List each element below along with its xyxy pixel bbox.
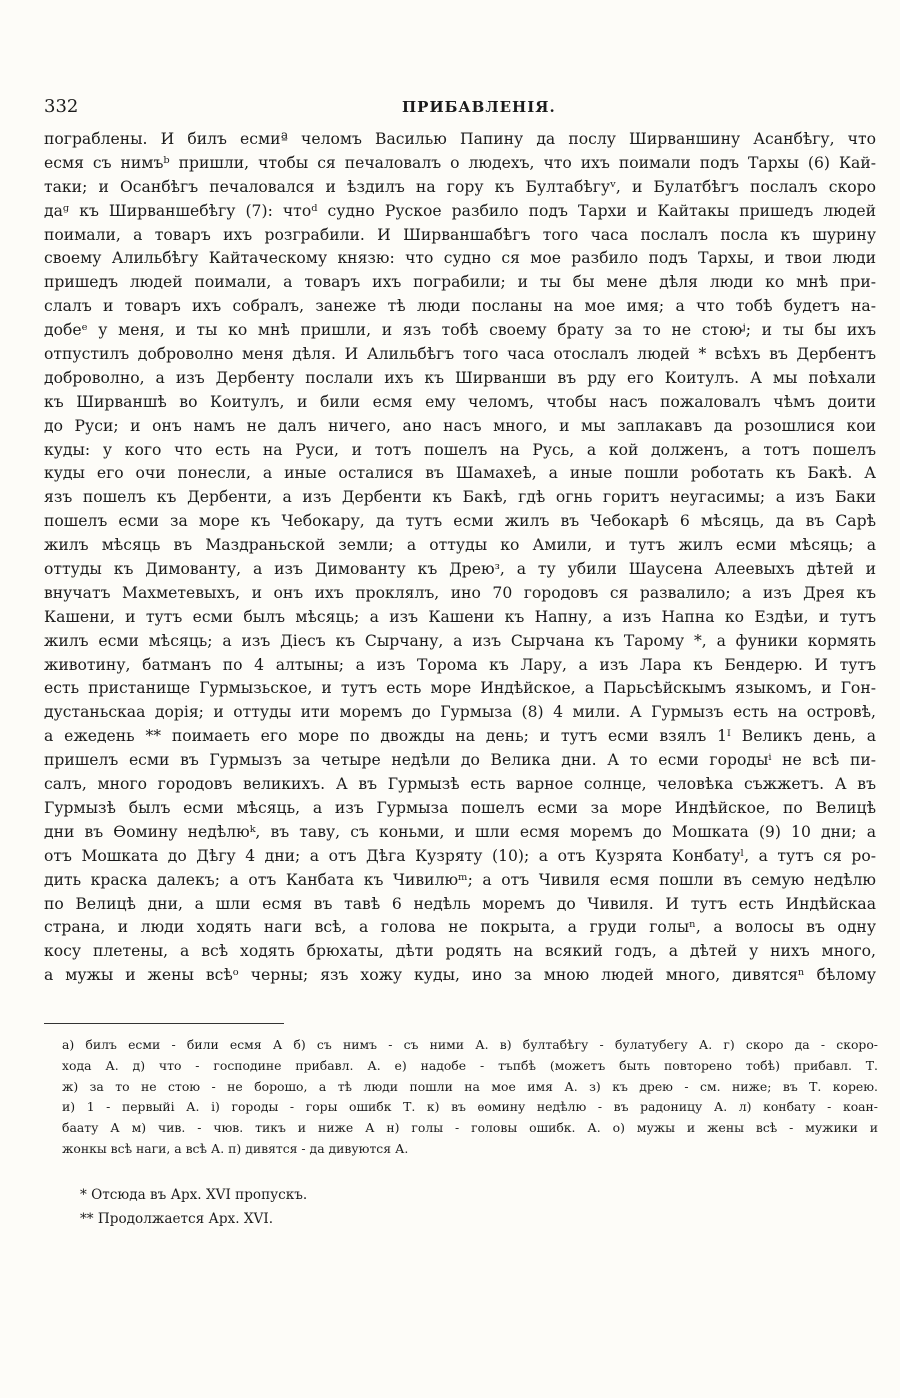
text-line: страна, и люди ходять наги всѣ, а голова не покрыта, а груди голыⁿ, а волосы въ одну	[44, 918, 876, 937]
text-line: Кашени, и тутъ есми былъ мѣсяць; а изъ Кашени къ Напну, а изъ Напна ко Ездѣи, и тутъ	[44, 607, 876, 626]
text-line: оттуды къ Димованту, а изъ Димованту къ Дреюᶟ, а ту убили Шаусена Алеевыхъ дѣтей и	[44, 560, 876, 579]
text-line: а мужы и жены всѣᵒ черны; язъ хожу куды, ино за мною людей много, дивятсяⁿ бѣлому	[44, 966, 876, 985]
text-line: пришедъ людей поимали, а товаръ ихъ пограбили; и ты бы мене дѣля люди ко мнѣ при-	[44, 273, 876, 292]
text-line: куды: у кого что есть на Руси, и тотъ пошелъ на Русь, а кой долженъ, а тотъ пошелъ	[44, 440, 876, 459]
text-line: даᶢ къ Ширваншебѣгу (7): чтоᵈ судно Руское разбило подъ Тархи и Кайтакы пришедъ людей	[44, 201, 876, 220]
page-number: 332	[44, 96, 79, 117]
text-line: по Велицѣ дни, а шли есмя въ тавѣ 6 недѣль моремъ до Чивиля. И тутъ есть Индѣйскаа	[44, 894, 876, 913]
text-line: дить краска далекъ; а отъ Канбата къ Чивилюᵐ; а отъ Чивиля есмя пошли въ семую недѣлю	[44, 870, 876, 889]
text-line: пришелъ есми въ Гурмызъ за четыре недѣли до Велика дни. А то есми городыⁱ не всѣ пи-	[44, 751, 876, 770]
text-line: отпустилъ доброволно меня дѣля. И Алильбѣгъ того часа отослалъ людей * всѣхъ въ Дербентъ	[44, 345, 876, 364]
text-line: поимали, а товаръ ихъ розграбили. И Ширваншабѣгъ того часа послалъ посла къ шурину	[44, 225, 876, 244]
text-line: а ежедень ** поимаеть его море по двожды на день; и тутъ есми взялъ 1ᴵ Великъ день, а	[44, 727, 876, 746]
text-line: пошелъ есми за море къ Чебокару, да тутъ есми жилъ въ Чебокарѣ 6 мѣсяць, да въ Сарѣ	[44, 512, 876, 531]
text-line: косу плетены, а всѣ ходять брюхаты, дѣти родять на всякий годъ, а дѣтей у нихъ много,	[44, 942, 876, 961]
text-line: салъ, много городовъ великихъ. А въ Гурмызѣ есть варное солнце, человѣка съжжетъ. А въ	[44, 775, 876, 794]
footnote-divider	[44, 1023, 284, 1024]
text-line: куды его очи понесли, а иные осталися въ Шамахеѣ, а иные пошли роботать къ Бакѣ. А	[44, 464, 876, 483]
text-line: слалъ и товаръ ихъ собралъ, занеже тѣ люди посланы на мое имя; а что тобѣ будетъ на-	[44, 297, 876, 316]
text-line: дни въ Ѳомину недѣлюᵏ, въ таву, съ коньми, и шли есмя моремъ до Мошката (9) 10 дни; а	[44, 822, 876, 841]
text-line: есмя съ нимъᵇ пришли, чтобы ся печаловалъ о людехъ, что ихъ поимали подъ Тархы (6) Кай-	[44, 153, 876, 172]
footnote-line: и) 1 - первыйі А. і) городы - горы ошибк Т. к) въ ѳомину недѣлю - въ радоницу А. л) конбату - коан-	[62, 1099, 878, 1115]
asterisk-notes	[80, 1183, 500, 1231]
text-line: есть пристанище Гурмызьское, и тутъ есть море Индѣйское, а Парьсѣйскымъ языкомъ, и Гон-	[44, 679, 876, 698]
text-line: къ Ширваншѣ во Коитулъ, и били есмя ему челомъ, чтобы насъ пожаловалъ чѣмъ доити	[44, 392, 876, 411]
text-line: язъ пошелъ къ Дербенти, а изъ Дербенти къ Бакѣ, гдѣ огнь горитъ неугасимы; а изъ Баки	[44, 488, 876, 507]
text-line: таки; и Осанбѣгъ печаловался и ѣздилъ на гору къ Бултабѣгуᵛ, и Булатбѣгъ послалъ скоро	[44, 177, 876, 196]
text-line: жилъ есми мѣсяць; а изъ Діесъ къ Сырчану, а изъ Сырчана къ Тарому *, а фуники кормять	[44, 631, 876, 650]
footnote-line: а) билъ есми - били есмя А б) съ нимъ - съ ними А. в) бултабѣгу - булатубегу А. г) скоро да - скоро-	[62, 1037, 878, 1052]
footnote-line: ж) за то не стою - не борошо, а тѣ люди пошли на мое имя А. з) къ дрею - см. ниже; въ Т. корею.	[62, 1078, 878, 1094]
text-line: жилъ мѣсяць въ Маздраньской земли; а оттуды ко Амили, и тутъ жилъ есми мѣсяць; а	[44, 536, 876, 555]
footnote-line: баату А м) чив. - чюв. тикъ и ниже А н) голы - головы ошибк. А. о) мужы и жены всѣ - мужики и	[62, 1120, 878, 1136]
text-line: животину, батманъ по 4 алтыны; а изъ Торома къ Лару, а изъ Лара къ Бендерю. И тутъ	[44, 655, 876, 674]
asterisk-note: ** Продолжается Арх. XVI.	[80, 1211, 274, 1227]
text-line: добеᵉ у меня, и ты ко мнѣ пришли, и язъ тобѣ своему брату за то не стоюᶨ; и ты бы ихъ	[44, 321, 876, 340]
text-line: внучатъ Махметевыхъ, и онъ ихъ проклялъ, ино 70 городовъ ся развалило; а изъ Дрея къ	[44, 583, 876, 602]
text-line: дустаньскаа дорія; и оттуды ити моремъ до Гурмыза (8) 4 мили. А Гурмызъ есть на островѣ,	[44, 703, 876, 722]
text-line: пограблены. И билъ есмиª челомъ Василью Папину да послу Ширваншину Асанбѣгу, что	[44, 130, 876, 148]
text-line: своему Алильбѣгу Кайтаческому князю: что судно ся мое разбило подъ Тархы, и твои люди	[44, 249, 876, 268]
text-line: Гурмызѣ былъ есми мѣсяць, а изъ Гурмыза пошелъ есми за море Индѣйское, по Велицѣ	[44, 798, 876, 817]
main-text	[44, 128, 876, 988]
text-line: до Руси; и онъ намъ не далъ ничего, ано насъ много, и мы заплакавъ да розошлися кои	[44, 416, 876, 435]
footnote-line: хода А. д) что - господине прибавл. А. е) надобе - тъпбѣ (можетъ быть повторено тобѣ) прибавл. Т.	[62, 1057, 878, 1073]
page-header	[44, 96, 876, 122]
footnote-line: жонкы всѣ наги, а всѣ А. п) дивятся - да дивуются А.	[62, 1140, 409, 1156]
running-title: ПРИБАВЛЕНІЯ.	[402, 98, 556, 116]
asterisk-note: * Отсюда въ Арх. XVI пропускъ.	[80, 1187, 308, 1203]
text-line: доброволно, а изъ Дербенту послали ихъ къ Ширванши въ рду его Коитулъ. А мы поѣхали	[44, 368, 876, 387]
footnotes	[62, 1035, 878, 1160]
text-line: отъ Мошката до Дѣгу 4 дни; а отъ Дѣга Кузряту (10); а отъ Кузрята Конбатуˡ, а тутъ ся ро-	[44, 846, 876, 865]
